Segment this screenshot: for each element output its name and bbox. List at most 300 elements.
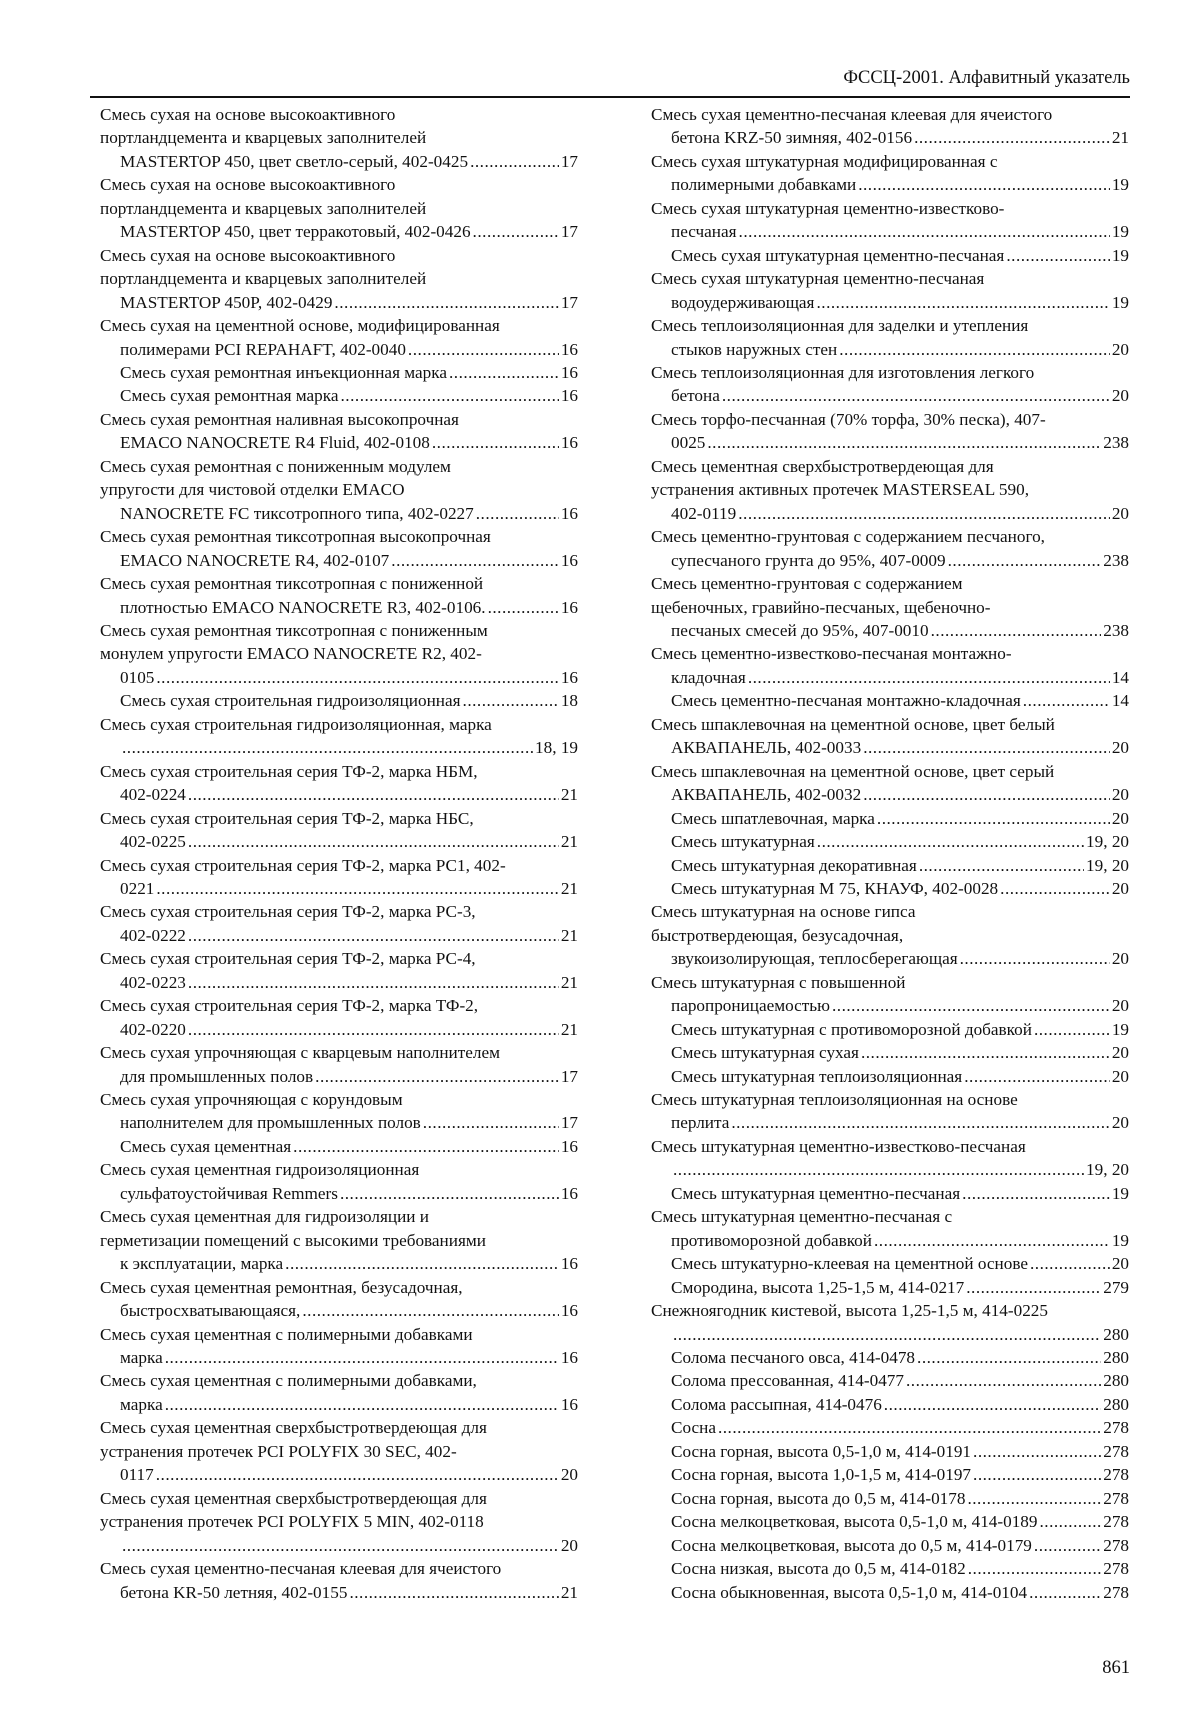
entry-page-ref: 19, 20 <box>1086 832 1129 852</box>
entry-line: Смесь цементно-песчаная монтажно-кладочная <box>671 691 1021 711</box>
dot-leader <box>1000 877 1110 900</box>
index-entry <box>651 455 1129 525</box>
entry-last-line <box>120 666 578 689</box>
entry-line: Смесь штукатурная <box>671 832 815 852</box>
entry-last-line <box>671 830 1129 853</box>
index-entry <box>651 854 1129 877</box>
entry-last-line <box>120 1018 578 1041</box>
dot-leader <box>470 150 559 173</box>
entry-line: Сосна мелкоцветковая, высота 0,5-1,0 м, 414-0189 <box>671 1512 1038 1532</box>
dot-leader <box>188 1018 559 1041</box>
entry-line: Смесь сухая строительная серия ТФ-2, марка РС1, 402- <box>100 855 506 875</box>
entry-line: Смесь сухая строительная гидроизоляционная <box>120 691 461 711</box>
entry-line: 0117 <box>120 1465 154 1485</box>
entry-page-ref: 278 <box>1103 1535 1129 1555</box>
entry-line: устранения активных протечек MASTERSEAL 590, <box>651 480 1030 500</box>
entry-line: Смесь сухая строительная серия ТФ-2, марка НБМ, <box>100 761 478 781</box>
dot-leader <box>1034 1534 1101 1557</box>
entry-page-ref: 20 <box>1111 808 1129 828</box>
entry-page-ref: 16 <box>560 1183 578 1203</box>
dot-leader <box>948 549 1102 572</box>
entry-page-ref: 20 <box>1111 1113 1129 1133</box>
entry-last-line <box>671 994 1129 1017</box>
dot-leader <box>962 1182 1110 1205</box>
dot-leader <box>165 1346 559 1369</box>
dot-leader <box>349 1581 558 1604</box>
index-entry <box>651 1581 1129 1604</box>
entry-line: Смесь сухая строительная серия ТФ-2, марка НБС, <box>100 808 474 828</box>
index-entry <box>651 971 1129 1018</box>
index-entry <box>100 713 578 760</box>
dot-leader <box>731 1111 1109 1134</box>
dot-leader <box>423 1111 559 1134</box>
entry-last-line <box>120 549 578 572</box>
entry-page-ref: 19 <box>1111 175 1129 195</box>
entry-line: портландцемента и кварцевых заполнителей <box>100 198 427 218</box>
entry-page-ref: 16 <box>560 550 578 570</box>
entry-last-line <box>671 1581 1129 1604</box>
entry-line: Смесь штукатурная М 75, КНАУФ, 402-0028 <box>671 878 999 898</box>
entry-page-ref: 20 <box>1111 339 1129 359</box>
entry-page-ref: 17 <box>560 1066 578 1086</box>
entry-page-ref: 280 <box>1103 1394 1129 1414</box>
entry-last-line <box>671 854 1129 877</box>
entry-line: EMACO NANOCRETE R4, 402-0107 <box>120 550 390 570</box>
dot-leader <box>967 1487 1101 1510</box>
dot-leader <box>858 173 1110 196</box>
entry-last-line <box>120 1534 578 1557</box>
entry-line: MASTERTOP 450, цвет светло-серый, 402-0425 <box>120 151 469 171</box>
entry-line: Смесь сухая ремонтная тиксотропная с пониженной <box>100 574 484 594</box>
entry-page-ref: 20 <box>1111 1254 1129 1274</box>
entry-last-line <box>671 1416 1129 1439</box>
dot-leader <box>917 1346 1101 1369</box>
index-entry <box>651 103 1129 150</box>
entry-page-ref: 16 <box>560 386 578 406</box>
entry-last-line <box>671 1346 1129 1369</box>
index-entry <box>651 1463 1129 1486</box>
page-number: 861 <box>1102 1658 1130 1678</box>
dot-leader <box>285 1252 559 1275</box>
entry-line: 402-0222 <box>120 925 186 945</box>
entry-page-ref: 278 <box>1103 1582 1129 1602</box>
index-entry <box>651 807 1129 830</box>
entry-line: Смесь сухая цементная для гидроизоляции и <box>100 1207 429 1227</box>
index-entry <box>100 1487 578 1557</box>
entry-line: Смесь сухая цементная с полимерными добавками, <box>100 1371 477 1391</box>
index-entry <box>651 244 1129 267</box>
entry-page-ref: 21 <box>560 1582 578 1602</box>
entry-page-ref: 16 <box>560 503 578 523</box>
dot-leader <box>1039 1510 1101 1533</box>
entry-line: портландцемента и кварцевых заполнителей <box>100 128 427 148</box>
entry-line: Смесь шпатлевочная, марка <box>671 808 875 828</box>
entry-line: Смесь штукатурно-клеевая на цементной основе <box>671 1254 1028 1274</box>
entry-line: песчаная <box>671 222 737 242</box>
entry-line: Смесь шпаклевочная на цементной основе, цвет белый <box>651 714 1055 734</box>
entry-page-ref: 20 <box>1111 996 1129 1016</box>
entry-last-line <box>120 291 578 314</box>
index-entry <box>100 361 578 384</box>
entry-line: Смесь сухая на основе высокоактивного <box>100 175 396 195</box>
entry-line: Смесь сухая на цементной основе, модифицированная <box>100 316 500 336</box>
entry-line: Смесь цементная сверхбыстротвердеющая для <box>651 456 994 476</box>
entry-last-line <box>671 689 1129 712</box>
index-entry <box>100 384 578 407</box>
entry-line: 0105 <box>120 667 155 687</box>
entry-line: Смесь сухая ремонтная марка <box>120 386 339 406</box>
index-entry <box>651 408 1129 455</box>
entry-last-line <box>120 220 578 243</box>
dot-leader <box>463 689 559 712</box>
entry-page-ref: 238 <box>1103 433 1129 453</box>
dot-leader <box>707 431 1101 454</box>
index-entry <box>651 689 1129 712</box>
entry-last-line <box>671 1440 1129 1463</box>
entry-line: Смесь штукатурная декоративная <box>671 855 917 875</box>
index-entry <box>651 830 1129 853</box>
entry-last-line <box>671 947 1129 970</box>
entry-page-ref: 21 <box>560 832 578 852</box>
entry-line: Смесь сухая цементная сверхбыстротвердеющая для <box>100 1488 487 1508</box>
dot-leader <box>718 1416 1101 1439</box>
entry-last-line <box>671 1323 1129 1346</box>
entry-page-ref: 21 <box>560 785 578 805</box>
index-entry <box>651 197 1129 244</box>
entry-line: Солома песчаного овса, 414-0478 <box>671 1348 916 1368</box>
entry-line: Смесь сухая цементная ремонтная, безусадочная, <box>100 1277 463 1297</box>
entry-page-ref: 17 <box>560 222 578 242</box>
index-entry <box>651 900 1129 970</box>
entry-line: Смесь сухая на основе высокоактивного <box>100 105 396 124</box>
entry-line: Солома рассыпная, 414-0476 <box>671 1394 882 1414</box>
entry-page-ref: 278 <box>1103 1441 1129 1461</box>
dot-leader <box>931 619 1102 642</box>
dot-leader <box>188 924 559 947</box>
entry-page-ref: 17 <box>560 292 578 312</box>
dot-leader <box>863 736 1110 759</box>
entry-line: Смесь штукатурная сухая <box>671 1043 859 1063</box>
entry-last-line <box>120 1346 578 1369</box>
index-entry <box>651 1369 1129 1392</box>
entry-last-line <box>120 596 578 619</box>
entry-page-ref: 16 <box>560 1254 578 1274</box>
entry-last-line <box>671 173 1129 196</box>
entry-last-line <box>671 384 1129 407</box>
entry-line: 402-0224 <box>120 785 186 805</box>
entry-last-line <box>671 338 1129 361</box>
entry-line: Смесь штукатурная с повышенной <box>651 972 906 992</box>
entry-last-line <box>671 431 1129 454</box>
entry-page-ref: 19 <box>1111 245 1129 265</box>
index-entry <box>100 994 578 1041</box>
entry-line: Смесь штукатурная на основе гипса <box>651 902 916 922</box>
entry-line: Смесь цементно-известково-песчаная монтажно- <box>651 644 1012 664</box>
entry-last-line <box>671 1158 1129 1181</box>
index-entry <box>651 1534 1129 1557</box>
entry-last-line <box>671 619 1129 642</box>
index-entry <box>651 1510 1129 1533</box>
index-entry <box>100 244 578 314</box>
index-entry <box>100 1557 578 1604</box>
entry-last-line <box>671 877 1129 900</box>
entry-last-line <box>671 1557 1129 1580</box>
dot-leader <box>739 220 1110 243</box>
entry-page-ref: 20 <box>1111 503 1129 523</box>
entry-line: Сосна обыкновенная, высота 0,5-1,0 м, 414-0104 <box>671 1582 1028 1602</box>
index-entry <box>100 1158 578 1205</box>
dot-leader <box>488 596 559 619</box>
entry-last-line <box>671 220 1129 243</box>
dot-leader <box>960 947 1110 970</box>
entry-last-line <box>671 291 1129 314</box>
entry-page-ref: 280 <box>1103 1371 1129 1391</box>
entry-line: Смесь сухая строительная серия ТФ-2, марка ТФ-2, <box>100 996 479 1016</box>
entry-line: полимерами PCI REPAHAFT, 402-0040 <box>120 339 406 359</box>
entry-line: Смесь сухая на основе высокоактивного <box>100 245 396 265</box>
entry-line: звукоизолирующая, теплосберегающая <box>671 949 958 969</box>
entry-last-line <box>671 126 1129 149</box>
entry-page-ref: 278 <box>1103 1559 1129 1579</box>
entry-page-ref: 20 <box>1111 949 1129 969</box>
index-entry <box>651 1018 1129 1041</box>
entry-page-ref: 17 <box>560 151 578 171</box>
entry-line: Сосна горная, высота до 0,5 м, 414-0178 <box>671 1488 966 1508</box>
index-entry <box>651 361 1129 408</box>
dot-leader <box>906 1369 1101 1392</box>
dot-leader <box>884 1393 1101 1416</box>
entry-page-ref: 278 <box>1103 1488 1129 1508</box>
dot-leader <box>968 1557 1102 1580</box>
page-header <box>90 66 1130 98</box>
entry-line: АКВАПАНЕЛЬ, 402-0033 <box>671 738 862 758</box>
entry-page-ref: 20 <box>560 1535 578 1555</box>
entry-line: Смесь штукатурная цементно-песчаная <box>671 1183 961 1203</box>
entry-line: 402-0220 <box>120 1019 186 1039</box>
entry-line: портландцемента и кварцевых заполнителей <box>100 269 427 289</box>
index-entry <box>100 689 578 712</box>
dot-leader <box>722 384 1110 407</box>
entry-line: 402-0223 <box>120 972 186 992</box>
entry-line: марка <box>120 1348 163 1368</box>
index-entry <box>651 713 1129 760</box>
dot-leader <box>964 1065 1110 1088</box>
entry-line: кладочная <box>671 667 746 687</box>
entry-line: АКВАПАНЕЛЬ, 402-0032 <box>671 785 862 805</box>
index-entry <box>100 408 578 455</box>
entry-last-line <box>120 338 578 361</box>
entry-page-ref: 19, 20 <box>1086 1160 1129 1180</box>
entry-line: Смесь теплоизоляционная для заделки и утепления <box>651 316 1029 336</box>
entry-line: Смесь сухая штукатурная цементно-песчаная <box>651 269 985 289</box>
entry-last-line <box>120 150 578 173</box>
dot-leader <box>473 220 559 243</box>
entry-last-line <box>671 1065 1129 1088</box>
entry-page-ref: 16 <box>560 433 578 453</box>
index-entry <box>100 1041 578 1088</box>
dot-leader <box>966 1276 1101 1299</box>
entry-line: перлита <box>671 1113 730 1133</box>
entry-page-ref: 19 <box>1111 292 1129 312</box>
dot-leader <box>919 854 1084 877</box>
dot-leader <box>673 1158 1084 1181</box>
dot-leader <box>302 1299 558 1322</box>
entry-page-ref: 19, 20 <box>1086 855 1129 875</box>
entry-line: Сосна горная, высота 0,5-1,0 м, 414-0191 <box>671 1441 972 1461</box>
dot-leader <box>122 1534 559 1557</box>
dot-leader <box>973 1463 1101 1486</box>
entry-line: Смесь цементно-грунтовая с содержанием песчаного, <box>651 527 1045 547</box>
dot-leader <box>341 384 559 407</box>
index-entry <box>100 1088 578 1135</box>
entry-line: MASTERTOP 450, цвет терракотовый, 402-0426 <box>120 222 471 242</box>
index-entry <box>100 1323 578 1370</box>
entry-line: быстросхватывающаяся, <box>120 1301 301 1321</box>
entry-last-line <box>120 1299 578 1322</box>
entry-line: MASTERTOP 450P, 402-0429 <box>120 292 333 312</box>
index-entry <box>100 807 578 854</box>
index-entry <box>651 642 1129 689</box>
entry-line: паропроницаемостью <box>671 996 830 1016</box>
index-entry <box>100 1205 578 1275</box>
entry-page-ref: 21 <box>560 925 578 945</box>
dot-leader <box>1006 244 1109 267</box>
entry-line: Сосна мелкоцветковая, высота до 0,5 м, 414-0179 <box>671 1535 1032 1555</box>
entry-line: Смесь сухая строительная серия ТФ-2, марка РС-4, <box>100 949 476 969</box>
dot-leader <box>156 877 558 900</box>
entry-line: супесчаного грунта до 95%, 407-0009 <box>671 550 946 570</box>
entry-line: песчаных смесей до 95%, 407-0010 <box>671 620 929 640</box>
index-entry <box>651 1135 1129 1182</box>
entry-line: плотностью EMACO NANOCRETE R3, 402-0106. <box>120 597 486 617</box>
index-entry <box>100 173 578 243</box>
entry-last-line <box>120 1393 578 1416</box>
entry-line: Сосна низкая, высота до 0,5 м, 414-0182 <box>671 1559 966 1579</box>
entry-page-ref: 20 <box>560 1465 578 1485</box>
entry-line: 0221 <box>120 878 155 898</box>
entry-line: Смесь штукатурная с противоморозной добавкой <box>671 1019 1032 1039</box>
entry-line: Снежноягодник кистевой, высота 1,25-1,5 м, 414-0225 <box>651 1301 1048 1321</box>
entry-line: стыков наружных стен <box>671 339 838 359</box>
entry-line: для промышленных полов <box>120 1066 314 1086</box>
entry-last-line <box>120 361 578 384</box>
entry-line: Смородина, высота 1,25-1,5 м, 414-0217 <box>671 1277 965 1297</box>
entry-last-line <box>120 1252 578 1275</box>
entry-last-line <box>120 502 578 525</box>
entry-line: Смесь сухая ремонтная тиксотропная высокопрочная <box>100 527 491 547</box>
entry-line: Смесь цементно-грунтовая с содержанием <box>651 574 963 594</box>
entry-line: противоморозной добавкой <box>671 1230 872 1250</box>
entry-line: Смесь сухая ремонтная тиксотропная с пониженным <box>100 620 488 640</box>
entry-page-ref: 16 <box>560 1394 578 1414</box>
entry-page-ref: 16 <box>560 1301 578 1321</box>
entry-line: Смесь шпаклевочная на цементной основе, цвет серый <box>651 761 1055 781</box>
entry-line: наполнителем для промышленных полов <box>120 1113 421 1133</box>
entry-page-ref: 20 <box>1111 1066 1129 1086</box>
entry-line: бетона <box>671 386 720 406</box>
entry-line: бетона KR-50 летняя, 402-0155 <box>120 1582 348 1602</box>
index-entry <box>100 1276 578 1323</box>
entry-page-ref: 20 <box>1111 1043 1129 1063</box>
entry-line: устранения протечек PCI POLYFIX 5 MIN, 402-0118 <box>100 1512 484 1532</box>
entry-page-ref: 14 <box>1111 667 1129 687</box>
entry-last-line <box>671 807 1129 830</box>
entry-line: Смесь сухая цементная <box>120 1136 292 1156</box>
entry-page-ref: 238 <box>1103 620 1129 640</box>
entry-line: к эксплуатации, марка <box>120 1254 284 1274</box>
dot-leader <box>432 431 559 454</box>
entry-line: Сосна горная, высота 1,0-1,5 м, 414-0197 <box>671 1465 972 1485</box>
dot-leader <box>738 502 1110 525</box>
dot-leader <box>476 502 559 525</box>
entry-page-ref: 21 <box>560 972 578 992</box>
entry-last-line <box>671 244 1129 267</box>
entry-page-ref: 279 <box>1103 1277 1129 1297</box>
entry-line: Смесь сухая штукатурная цементно-известково- <box>651 198 1005 218</box>
entry-page-ref: 21 <box>560 1019 578 1039</box>
entry-last-line <box>120 1065 578 1088</box>
entry-last-line <box>671 1463 1129 1486</box>
index-entry <box>651 760 1129 807</box>
entry-page-ref: 278 <box>1103 1512 1129 1532</box>
index-column-right <box>651 103 1129 1604</box>
entry-page-ref: 19 <box>1111 1230 1129 1250</box>
dot-leader <box>973 1440 1101 1463</box>
entry-last-line <box>671 1252 1129 1275</box>
entry-line: бетона KRZ-50 зимняя, 402-0156 <box>671 128 913 148</box>
dot-leader <box>165 1393 559 1416</box>
entry-last-line <box>120 384 578 407</box>
entry-line: водоудерживающая <box>671 292 815 312</box>
dot-leader <box>832 994 1110 1017</box>
dot-leader <box>877 807 1110 830</box>
entry-page-ref: 18, 19 <box>535 738 578 758</box>
entry-page-ref: 20 <box>1111 386 1129 406</box>
index-entry <box>100 1369 578 1416</box>
entry-page-ref: 16 <box>560 1348 578 1368</box>
index-entry <box>100 1135 578 1158</box>
index-entry <box>100 854 578 901</box>
entry-line: устранения протечек PCI POLYFIX 30 SEC, 402- <box>100 1441 457 1461</box>
index-entry <box>100 947 578 994</box>
entry-last-line <box>120 1111 578 1134</box>
entry-last-line <box>120 877 578 900</box>
index-entry <box>651 1557 1129 1580</box>
entry-page-ref: 280 <box>1103 1324 1129 1344</box>
index-entry <box>651 1299 1129 1346</box>
entry-line: полимерными добавками <box>671 175 857 195</box>
entry-line: Смесь сухая цементная сверхбыстротвердеющая для <box>100 1418 487 1438</box>
entry-page-ref: 19 <box>1111 222 1129 242</box>
entry-line: Смесь штукатурная цементно-известково-песчаная <box>651 1136 1026 1156</box>
entry-page-ref: 20 <box>1111 738 1129 758</box>
index-entry <box>651 1065 1129 1088</box>
dot-leader <box>874 1229 1110 1252</box>
index-entry <box>651 1416 1129 1439</box>
entry-last-line <box>671 1487 1129 1510</box>
entry-page-ref: 21 <box>560 878 578 898</box>
entry-line: Смесь штукатурная теплоизоляционная <box>671 1066 963 1086</box>
entry-last-line <box>671 1182 1129 1205</box>
entry-line: Смесь торфо-песчанная (70% торфа, 30% песка), 407- <box>651 409 1046 429</box>
entry-page-ref: 278 <box>1103 1418 1129 1438</box>
index-entry <box>651 1088 1129 1135</box>
entry-page-ref: 14 <box>1111 691 1129 711</box>
dot-leader <box>408 338 559 361</box>
dot-leader <box>315 1065 559 1088</box>
entry-line: Смесь сухая упрочняющая с корундовым <box>100 1090 403 1110</box>
entry-last-line <box>120 431 578 454</box>
